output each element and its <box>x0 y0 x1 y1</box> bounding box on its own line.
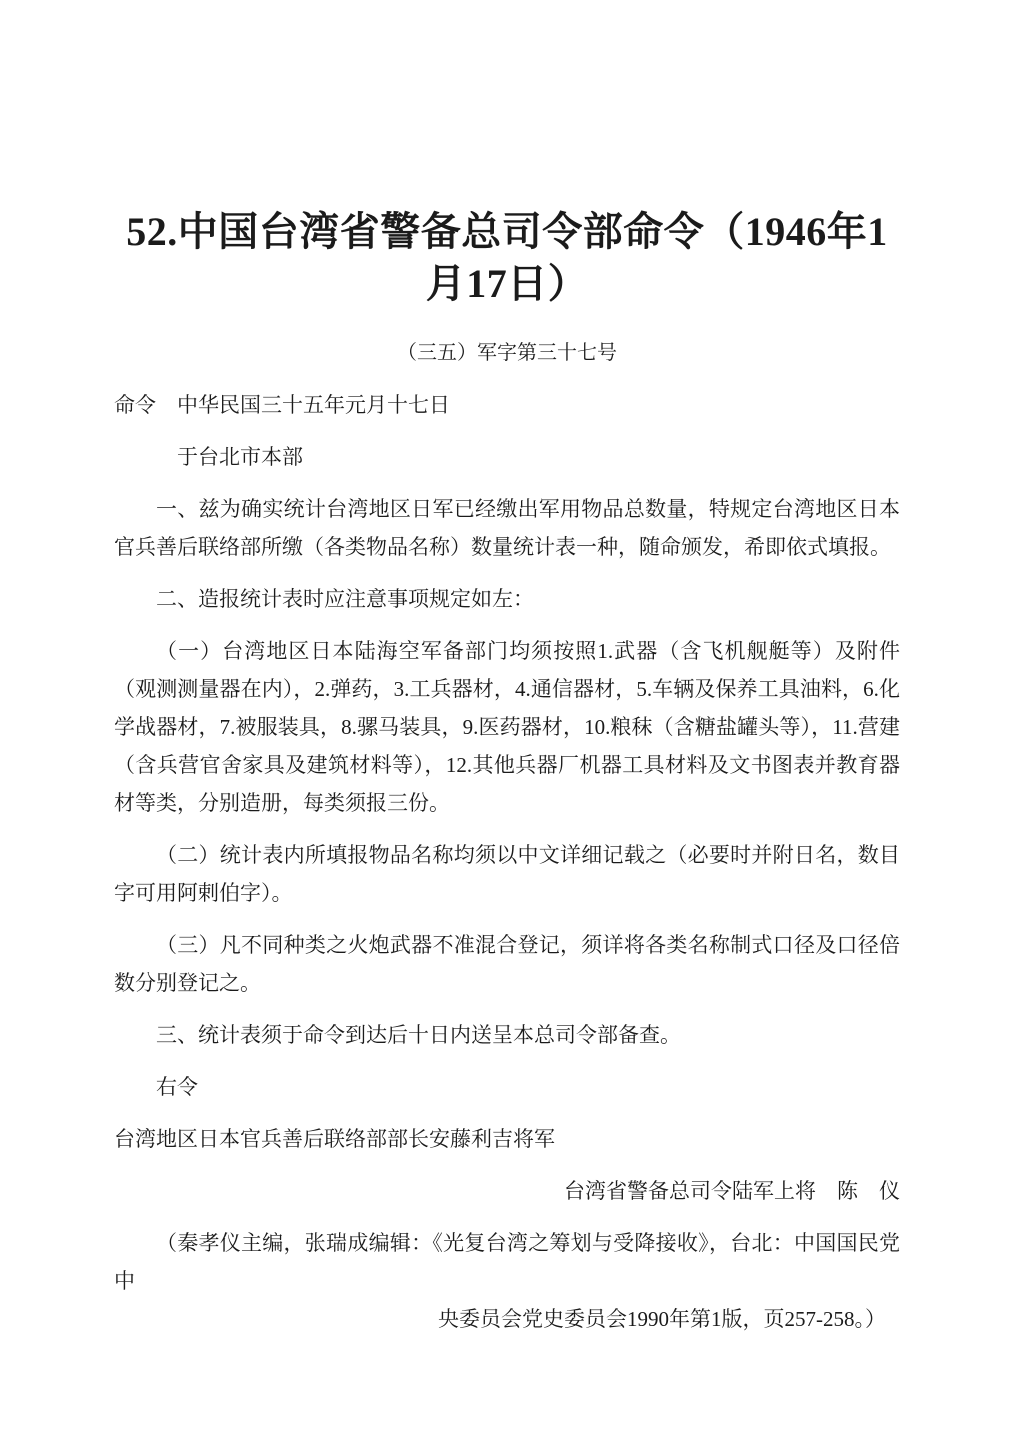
citation-block <box>114 1224 900 1338</box>
body-paragraph: 右令 <box>156 1075 198 1099</box>
signature-commander: 台湾省警备总司令陆军上将 陈 仪 <box>564 1179 900 1203</box>
document-number: （三五）军字第三十七号 <box>397 342 617 364</box>
body-paragraph: （二）统计表内所填报物品名称均须以中文详细记载之（必要时并附日名，数目字可用阿剌伯字）。 <box>114 843 900 905</box>
document-body <box>114 386 900 1158</box>
body-paragraph: （一）台湾地区日本陆海空军备部门均须按照1.武器（含飞机舰艇等）及附件（观测测量器在内），2.弹药，3.工兵器材，4.通信器材，5.车辆及保养工具油料，6.化学战器材，7.被服装具，8.骡马装具，9.医药器材，10.粮秣（含糖盐罐头等），11.营建（含兵营官舍家具及建筑材料等），12.其他兵器厂机器工具材料及文书图表并教育器材等类，分别造册，每类须报三份。 <box>114 639 900 815</box>
body-paragraph: 三、统计表须于命令到达后十日内送呈本总司令部备查。 <box>156 1023 681 1047</box>
body-paragraph: 二、造报统计表时应注意事项规定如左： <box>156 587 534 611</box>
citation-line-1: （秦孝仪主编，张瑞成编辑：《光复台湾之筹划与受降接收》，台北：中国国民党中 <box>114 1231 900 1293</box>
body-paragraph: 于台北市本部 <box>177 445 303 469</box>
body-paragraph: 命令 中华民国三十五年元月十七日 <box>114 393 450 417</box>
page-title-line-2: 月17日） <box>425 261 589 306</box>
page-title-line-1: 52.中国台湾省警备总司令部命令（1946年1 <box>126 209 888 254</box>
body-paragraph: 一、兹为确实统计台湾地区日军已经缴出军用物品总数量，特规定台湾地区日本官兵善后联络部所缴（各类物品名称）数量统计表一种，随命颁发，希即依式填报。 <box>114 497 900 559</box>
body-paragraph: 台湾地区日本官兵善后联络部部长安藤利吉将军 <box>114 1127 555 1151</box>
body-paragraph: （三）凡不同种类之火炮武器不准混合登记，须详将各类名称制式口径及口径倍数分别登记之。 <box>114 933 900 995</box>
page-title <box>114 0 900 310</box>
citation-line-2: 央委员会党史委员会1990年第1版，页257-258。） <box>438 1307 886 1331</box>
